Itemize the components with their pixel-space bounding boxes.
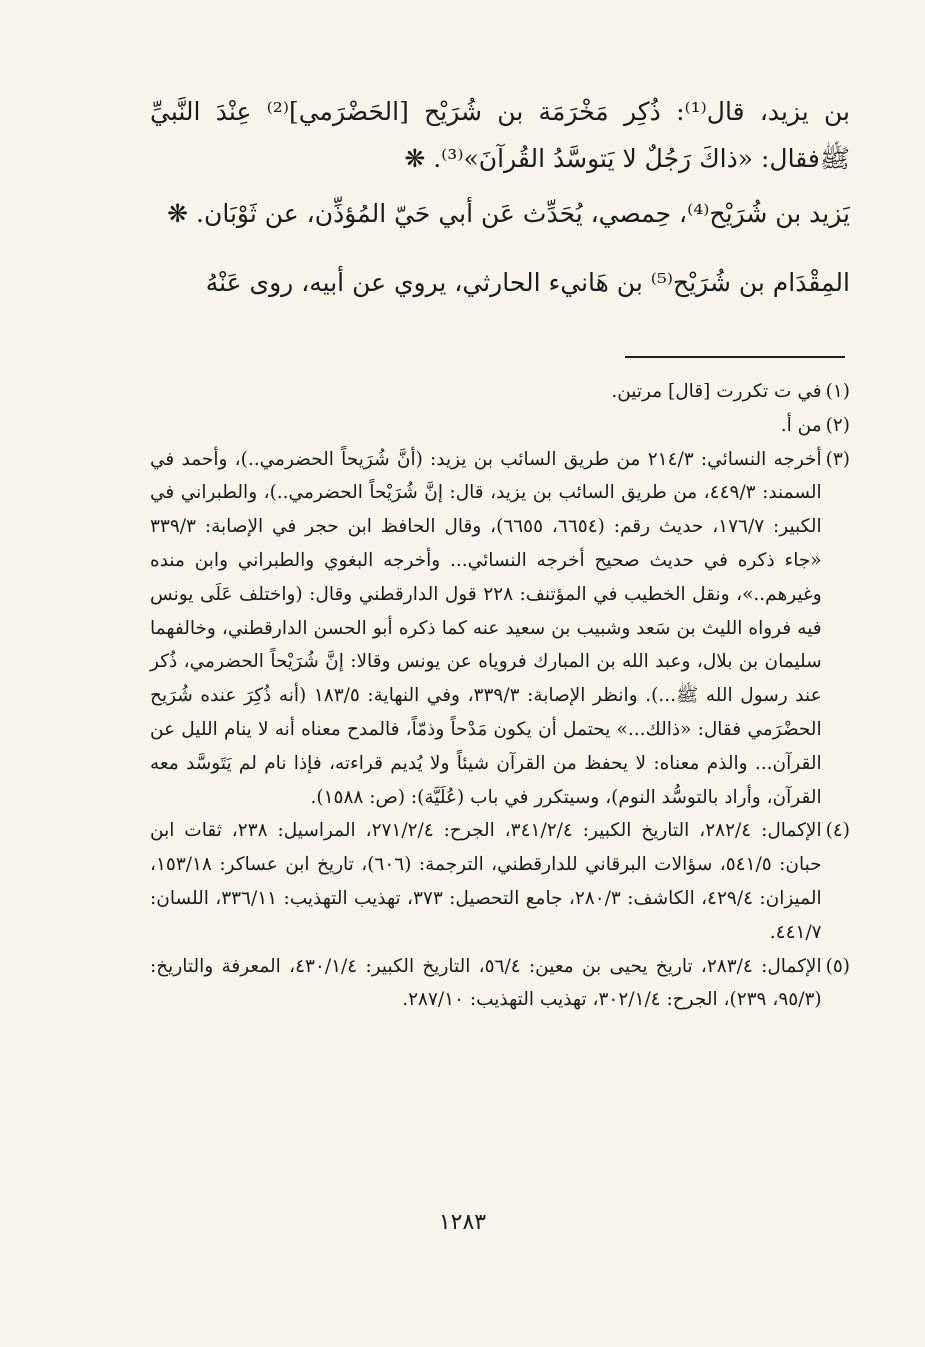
footnotes [150,375,850,1017]
footnote-number: (٢) [825,414,850,436]
entry-paragraph: بن يزيد، قال⁽¹⁾: ذُكِر مَخْرَمَة بن شُرَيْح [الحَضْرَمي]⁽²⁾ عِنْدَ النَّبيِّ ﷺفقال: «ذاكَ رَجُلٌ لا يَتوسَّدُ القُرآنَ»⁽³⁾. ❋ [150,97,851,173]
footnote-number: (٣) [825,448,850,470]
footnote-text: في ت تكررت [قال] مرتين. [611,381,822,402]
footnote [150,443,850,815]
footnote-number: (٥) [825,955,850,977]
footnote [150,375,850,409]
main-text [150,88,850,328]
entry-paragraph: يَزيد بن شُرَيْح⁽⁴⁾، حِمصي، يُحَدِّث عَن أبي حَيّ المُؤذِّن، عن ثَوْبَان. ❋ [167,199,850,228]
footnote-text: من أ. [780,414,822,436]
footnote [150,814,850,949]
footnote-text: الإكمال: ٢٨٢/٤، التاريخ الكبير: ٣٤١/٢/٤، الجرح: ٢٧١/٢/٤، المراسيل: ٢٣٨، ثقات ابن حبان: ٥٤١/٥، سؤالات البرقاني للدارقطني، الترجمة: (٦٠٦)، تاريخ ابن عساكر: ١٥٣/١٨، الميزان: ٤٢٩/٤، الكاشف: ٢٨٠/٣، جامع التحصيل: ٣٧٣، تهذيب التهذيب: ٣٣٦/١١، اللسان: ٤٤١/٧. [150,820,822,943]
entry-paragraph: المِقْدَام بن شُرَيْح⁽⁵⁾ بن هَانيء الحارثي، يروي عن أبيه، روى عَنْهُ [205,268,850,297]
footnote [150,409,850,443]
page-number: ١٢٨٣ [438,1210,487,1235]
footnote [150,950,850,1018]
footnote-number: (١) [825,381,850,402]
footnote-number: (٤) [825,820,850,842]
footnote-divider [625,356,845,358]
footnote-text: الإكمال: ٢٨٣/٤، تاريخ يحيى بن معين: ٥٦/٤، التاريخ الكبير: ٤٣٠/١/٤، المعرفة والتاريخ: (٩٥/٣، ٢٣٩)، الجرح: ٣٠٢/١/٤، تهذيب التهذيب: ٢٨٧/١٠. [150,955,822,1011]
footnote-text: أخرجه النسائي: ٢١٤/٣ من طريق السائب بن يزيد: (أنَّ شُرَيحاً الحضرمي..)، وأحمد في السمند: ٤٤٩/٣، من طريق السائب بن يزيد، قال: إنَّ شُرَيْحاً الحضرمي..)، والطبراني في الكبير: ١٧٦/٧، حديث رقم: (٦٦٥٤، ٦٦٥٥)، وقال الحافظ ابن حجر في الإصابة: ٣٣٩/٣ «جاء ذكره في حديث صحيح أخرجه النسائي... وأخرجه البغوي والطبراني وابن منده وغيرهم..»، ونقل الخطيب في المؤتنف: ٢٢٨ قول الدارقطني وقال: (واختلف عَلَى يونس فيه فرواه الليث بن سَعد وشبيب بن سعيد عنه كما ذكره أبو الحسن الدارقطني، وخالفهما سليمان بن بلال، وعبد الله بن المبارك فروياه عن يونس وقالا: إنَّ شُرَيْحاً الحضرمي، ذُكر عند رسول الله ﷺ...). وانظر الإصابة: ٣٣٩/٣، وفي النهاية: ١٨٣/٥ (أنه ذُكِرَ عنده شُرَيح الحضْرَمي فقال: «ذالك...» يحتمل أن يكون مَدْحاً وذمّاً، فالمدح معناه أنه لا ينام الليل عن القرآن... والذم معناه: لا يحفظ من القرآن شيئاً ولا يُديم قراءته، فإذا نام لم يَتَوسَّد معه القرآن، وأراد بالتوسُّد النوم)، وسيتكرر في باب (عُلَيَّة): (ص: ١٥٨٨). [150,448,822,808]
